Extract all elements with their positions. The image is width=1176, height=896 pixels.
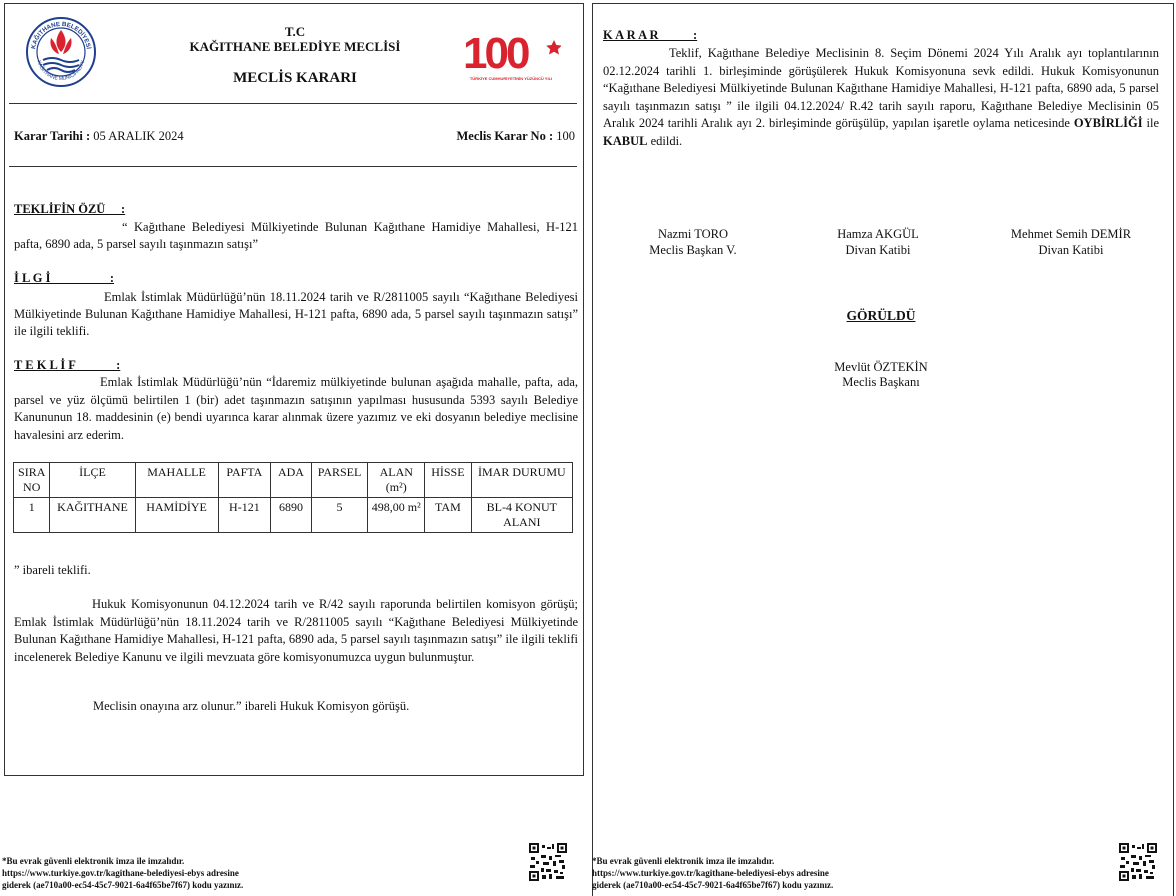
header-org: KAĞITHANE BELEDİYE MECLİSİ xyxy=(189,39,401,54)
teklif-text: Emlak İstimlak Müdürlüğü’nün “İdaremiz mülkiyetinde bulunan aşağıda mahalle, pafta, ada, parsel ve yüz ölçümü belirtilen 1 (bir) adet taşınmazın satışının yapılması hususunda 5393 sayılı Belediye Kanununun 18. maddesinin (e) bendi uyarınca karar alınmak üzere yazımız ve eki dosyanın belediye meclisine havalesini arz ederim. xyxy=(14,375,578,442)
page1-footer xyxy=(2,855,243,891)
table-cell: 6890 xyxy=(271,498,312,533)
table-header: ADA xyxy=(271,463,312,498)
footer-line: giderek (ae710a00-ec54-45c7-9021-6a4f65be7f67) kodu yazınız. xyxy=(2,880,244,890)
date-value: 05 ARALIK 2024 xyxy=(90,129,184,143)
table-header: PARSEL xyxy=(311,463,368,498)
logo-100-number: 100 xyxy=(463,29,528,78)
footer-line: *Bu evrak güvenli elektronik imza ile imzalıdır. xyxy=(2,856,185,866)
karar-kabul: KABUL xyxy=(603,133,648,148)
signature-title: Meclis Başkan V. xyxy=(649,243,737,257)
table-header-row xyxy=(14,463,573,498)
table-cell: H-121 xyxy=(218,498,271,533)
header-tc: T.C xyxy=(284,24,306,39)
footer-line: giderek (ae710a00-ec54-45c7-9021-6a4f65be7f67) kodu yazınız. xyxy=(592,880,834,890)
karar-ile: ile xyxy=(1142,116,1159,130)
karar-text xyxy=(603,45,1159,150)
kagithane-logo-icon xyxy=(25,16,97,88)
decision-page-1 xyxy=(4,3,584,776)
table-header: MAHALLE xyxy=(135,463,218,498)
table-cell: 498,00 m² xyxy=(368,498,425,533)
table-row xyxy=(14,498,573,533)
signature-block xyxy=(623,226,763,258)
ilgi-text: Emlak İstimlak Müdürlüğü’nün 18.11.2024 tarih ve R/2811005 sayılı “Kağıthane Belediyesi Mülkiyetinde Bulunan Kağıthane Hamidiye Mahallesi, H-121 pafta, 6890 ada, 5 parsel sayılı taşınmazın satışı” ile ilgili teklifi. xyxy=(14,290,578,338)
table-header: HİSSE xyxy=(425,463,472,498)
signature-name: Mehmet Semih DEMİR xyxy=(1010,227,1132,241)
table-cell: HAMİDİYE xyxy=(135,498,218,533)
table-header: PAFTA xyxy=(218,463,271,498)
mayor-signature xyxy=(781,360,981,390)
logo-text-bottom: KAĞITHANE MUNICIPALITY xyxy=(35,59,87,83)
section-label-teklif: T E K L İ F : xyxy=(14,358,121,372)
mayor-title: Meclis Başkanı xyxy=(842,375,920,389)
date-label: Karar Tarihi : xyxy=(14,129,91,143)
qr-code-icon xyxy=(1119,843,1157,881)
section-label-ilgi: İ L G İ : xyxy=(14,271,115,285)
table-header: İMAR DURUMU xyxy=(471,463,572,498)
signature-name: Hamza AKGÜL xyxy=(837,227,919,241)
header-doc-title: MECLİS KARARI xyxy=(233,70,357,86)
decision-date xyxy=(14,129,184,144)
teklif-ozu-text: “ Kağıthane Belediyesi Mülkiyetinde Bulunan Kağıthane Hamidiye Mahallesi, H-121 pafta, 6890 ada, 5 parsel sayılı taşınmazın satışı” xyxy=(14,220,578,251)
footer-line: *Bu evrak güvenli elektronik imza ile imzalıdır. xyxy=(592,856,775,866)
mayor-name: Mevlüt ÖZTEKİN xyxy=(834,360,928,374)
signature-name: Nazmi TORO xyxy=(657,227,729,241)
arz-text: Meclisin onayına arz olunur.” ibareli Hukuk Komisyon görüşü. xyxy=(93,699,410,713)
table-cell: 1 xyxy=(14,498,50,533)
komisyon-text: Hukuk Komisyonunun 04.12.2024 tarih ve R/42 sayılı raporunda belirtilen komisyon görüşü; Emlak İstimlak Müdürlüğü’nün 18.11.2024 tarih ve R/2811005 sayılı “Kağıthane Belediyesi Mülkiyetinde Bulunan Kağıthane Hamidiye Mahallesi, H-121 pafta, 6890 ada, 5 parsel sayılı taşınmazın satışı” ile ilgili teklifi incelenerek Belediye Kanunu ve ilgili mevzuata göre komisyonumuzca uygun bulunmuştur. xyxy=(14,597,578,664)
footer-link-line: https://www.turkiye.gov.tr/kagithane-belediyesi-ebys adresine xyxy=(592,868,829,878)
table-header: ALAN (m²) xyxy=(368,463,425,498)
property-table xyxy=(13,462,573,533)
decision-page-2 xyxy=(592,3,1174,896)
number-label: Meclis Karar No : xyxy=(456,129,554,143)
divider xyxy=(9,103,577,104)
ibareli-text: ” ibareli teklifi. xyxy=(14,563,91,577)
qr-code-icon xyxy=(529,843,567,881)
table-header: SIRA NO xyxy=(14,463,50,498)
signature-block xyxy=(808,226,948,258)
section-label-karar: K A R A R : xyxy=(603,28,698,42)
table-cell: 5 xyxy=(311,498,368,533)
page2-footer xyxy=(592,855,833,891)
logo-text-top: KAĞITHANE BELEDİYESİ xyxy=(30,20,92,50)
karar-oybirligi: OYBİRLİĞİ xyxy=(1073,116,1143,130)
number-value: 100 xyxy=(553,129,575,143)
goruldu-heading: GÖRÜLDÜ xyxy=(846,308,916,323)
signature-title: Divan Katibi xyxy=(845,243,911,257)
table-cell: BL-4 KONUT ALANI xyxy=(471,498,572,533)
karar-edildi: edildi. xyxy=(647,133,683,148)
turkiye-100-logo-icon xyxy=(461,26,561,84)
signature-block xyxy=(991,226,1151,258)
table-header: İLÇE xyxy=(50,463,135,498)
karar-body: Teklif, Kağıthane Belediye Meclisinin 8. Seçim Dönemi 2024 Yılı Aralık ayı toplantılarının 02.12.2024 tarihli 1. birleşiminde görüşülerek Hukuk Komisyonuna sevk edildi. Hukuk Komisyonunun “Kağıthane Belediyesi Mülkiyetinde Bulunan Kağıthane Hamidiye Mahallesi, H-121 pafta, 6890 ada, 5 parsel sayılı taşınmazın satışı ” ile ilgili 04.12.2024/ R.42 tarih sayılı raporu, Kağıthane Belediye Meclisinin 05 Aralık 2024 tarihli Aralık ayı 2. birleşiminde görüşülüp, yapılan işaretle oylama neticesinde xyxy=(603,46,1159,130)
footer-link-line: https://www.turkiye.gov.tr/kagithane-belediyesi-ebys adresine xyxy=(2,868,239,878)
table-cell: KAĞITHANE xyxy=(50,498,135,533)
logo-100-caption: TÜRKİYE CUMHURİYETİNİN YÜZÜNCÜ YILI xyxy=(469,76,553,81)
signature-title: Divan Katibi xyxy=(1038,243,1104,257)
table-cell: TAM xyxy=(425,498,472,533)
decision-number xyxy=(457,129,576,144)
section-label-teklif-ozu: TEKLİFİN ÖZÜ : xyxy=(14,202,126,216)
divider xyxy=(9,166,577,167)
